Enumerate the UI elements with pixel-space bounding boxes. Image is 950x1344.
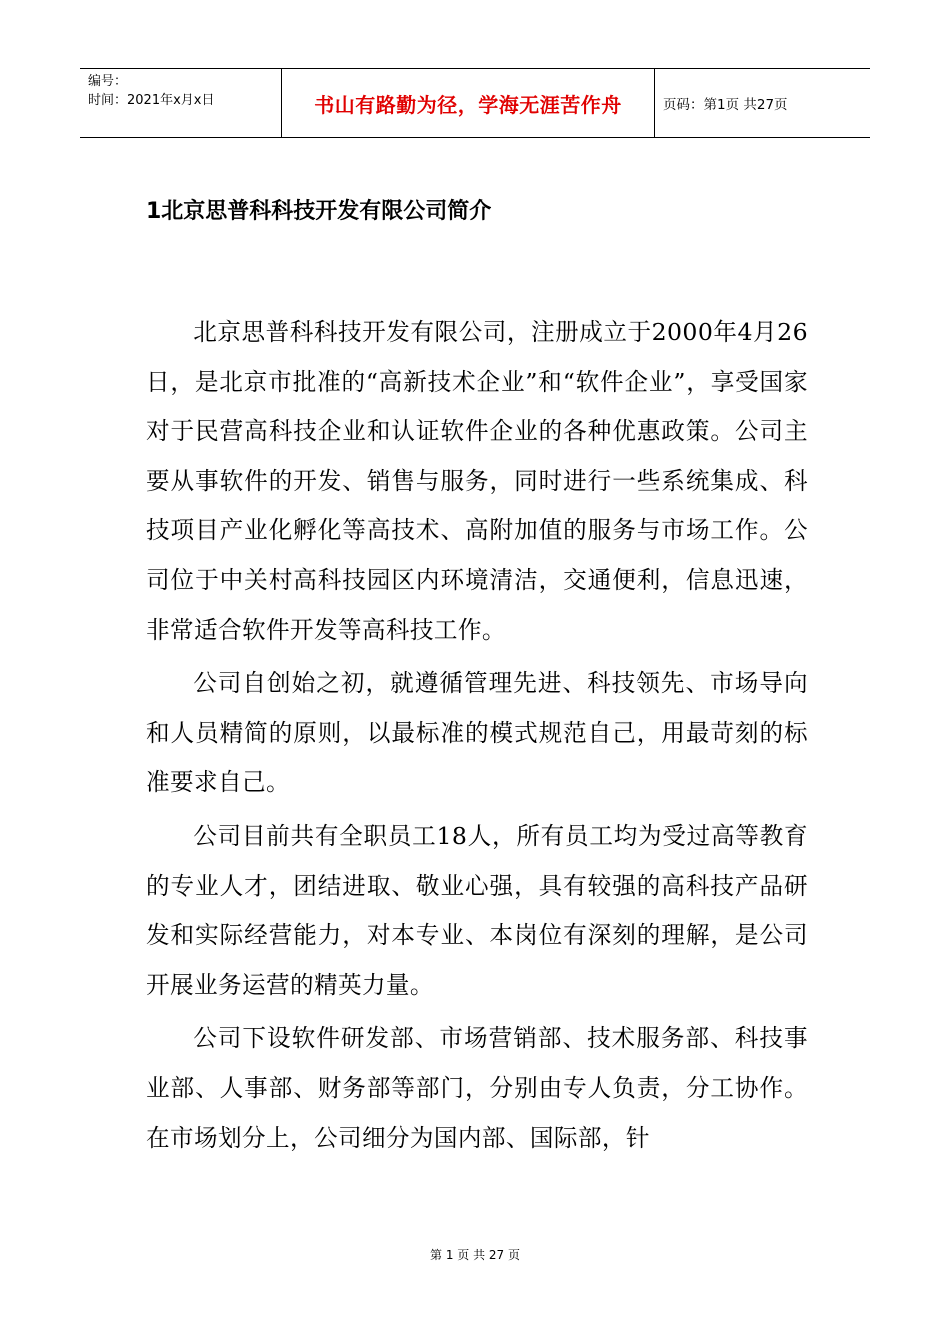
document-title: 1北京思普科科技开发有限公司简介 [146, 199, 492, 224]
document-body [146, 308, 808, 1167]
paragraph: 公司目前共有全职员工18人，所有员工均为受过高等教育的专业人才，团结进取、敬业心强，具有较强的高科技产品研发和实际经营能力，对本专业、本岗位有深刻的理解，是公司开展业务运营的精英力量。 [146, 821, 808, 999]
document-header [80, 68, 870, 138]
header-meta-cell [80, 69, 282, 137]
header-motto: 书山有路勤为径，学海无涯苦作舟 [282, 69, 655, 137]
paragraph: 公司自创始之初，就遵循管理先进、科技领先、市场导向和人员精简的原则，以最标准的模式规范自己，用最苛刻的标准要求自己。 [146, 669, 808, 797]
header-number-label: 编号： [88, 74, 128, 89]
paragraph: 北京思普科科技开发有限公司，注册成立于2000年4月26日，是北京市批准的“高新技术企业”和“软件企业”，享受国家对于民营高科技企业和认证软件企业的各种优惠政策。公司主要从事软件的开发、销售与服务，同时进行一些系统集成、科技项目产业化孵化等高技术、高附加值的服务与市场工作。公司位于中关村高科技园区内环境清洁，交通便利，信息迅速，非常适合软件开发等高科技工作。 [146, 318, 808, 644]
page-footer: 第 1 页 共 27 页 [430, 1248, 520, 1262]
header-page-info: 页码：第1页 共27页 [663, 97, 788, 113]
header-date-label: 时间：2021年x月x日 [88, 93, 215, 108]
paragraph: 公司下设软件研发部、市场营销部、技术服务部、科技事业部、人事部、财务部等部门，分别由专人负责，分工协作。在市场划分上，公司细分为国内部、国际部，针 [146, 1024, 808, 1152]
